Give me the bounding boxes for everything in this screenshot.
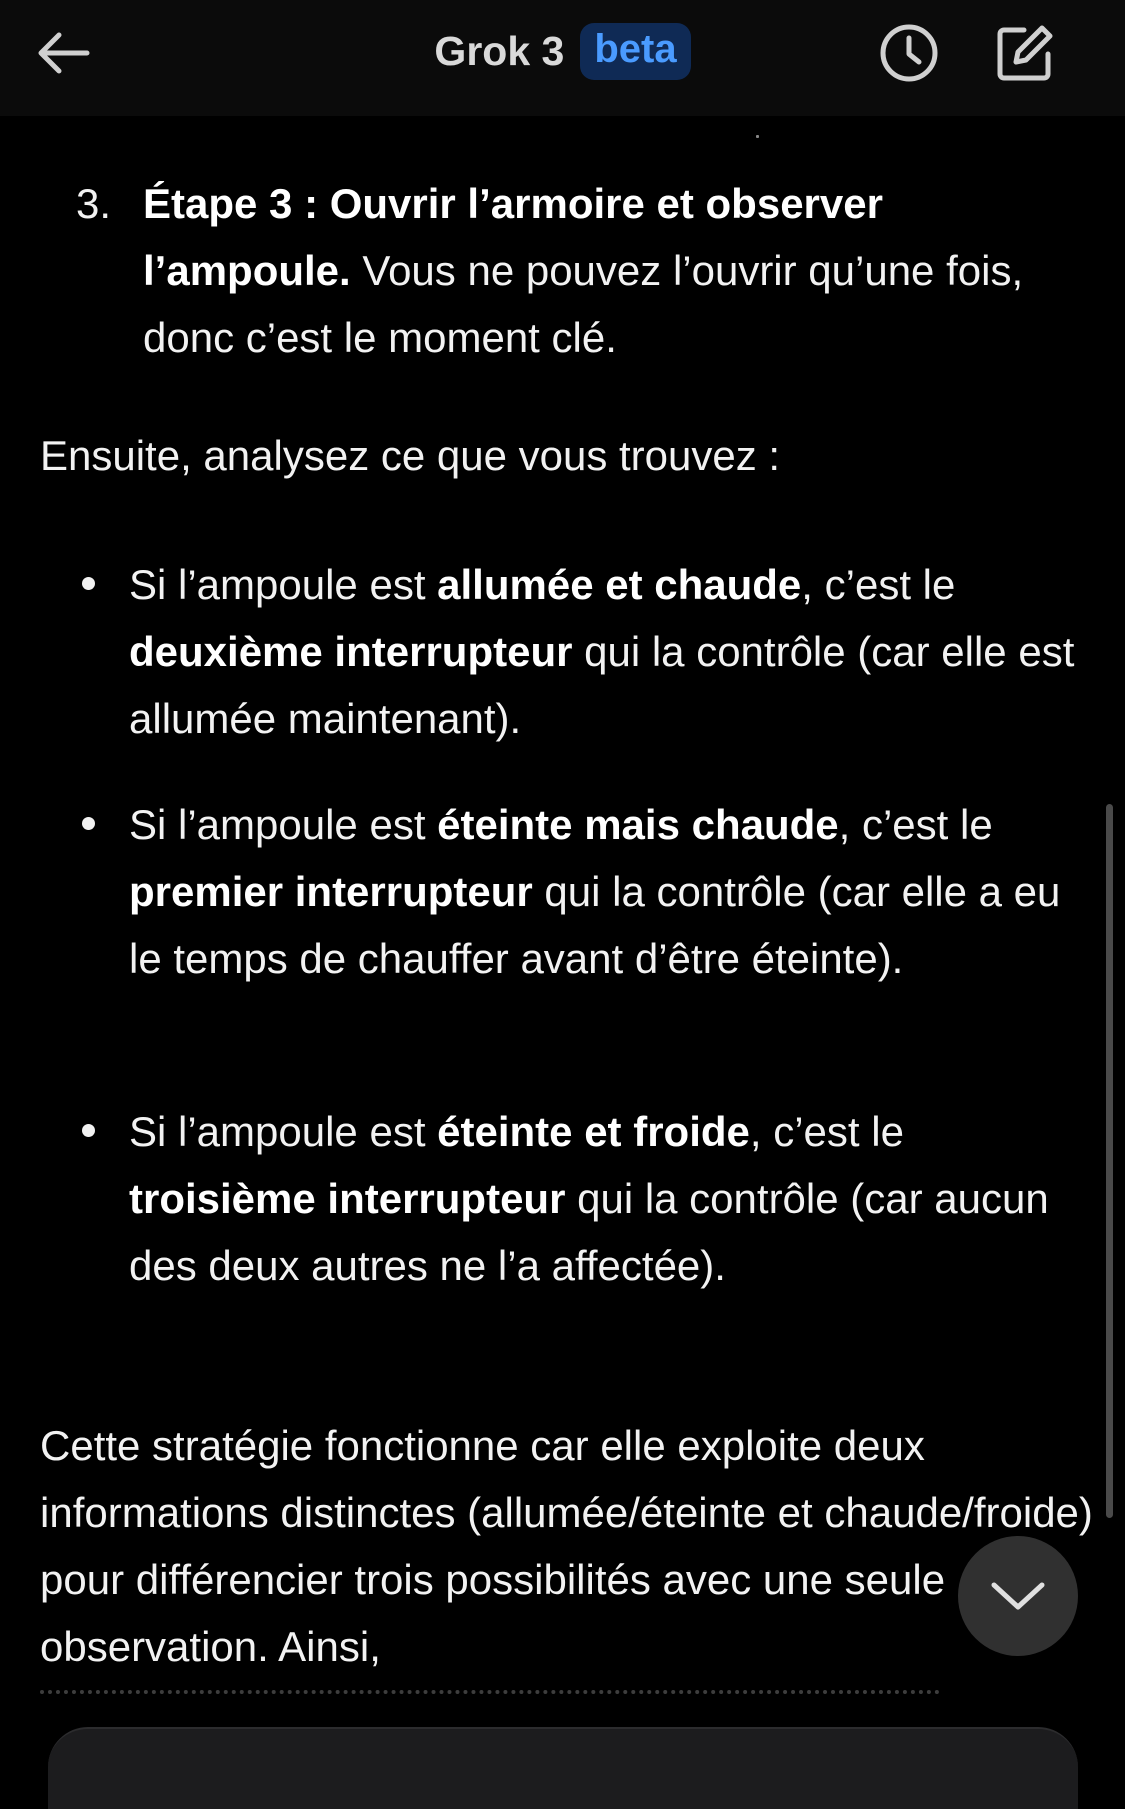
cut-off-text — [756, 135, 759, 138]
bullet-dot — [82, 577, 95, 590]
conclusion-paragraph: Cette stratégie fonctionne car elle exploite deux informations distinctes (allumée/éteinte et chaude/froide) pour différencier trois possibilités avec une seule observation. Ainsi, — [40, 1422, 1093, 1670]
intro-paragraph: Ensuite, analysez ce que vous trouvez : — [40, 432, 781, 479]
app-title: Grok 3 — [434, 27, 565, 74]
beta-badge: beta — [580, 23, 690, 80]
list-item-text: Si l’ampoule est allumée et chaude, c’est le deuxième interrupteur qui la contrôle (car elle est allumée maintenant). — [129, 561, 1075, 742]
step-3-title: Étape 3 : Ouvrir l’armoire et observer l’ampoule. — [143, 180, 883, 294]
top-bar — [0, 0, 1125, 116]
message-composer[interactable] — [48, 1727, 1078, 1809]
history-button[interactable] — [874, 18, 944, 88]
bullet-dot — [82, 817, 95, 830]
chat-message — [0, 116, 1125, 1676]
bullet-dot — [82, 1124, 95, 1137]
edit-icon — [994, 22, 1056, 84]
step-3-detail: Vous ne pouvez l’ouvrir qu’une fois, donc c’est le moment clé. — [143, 247, 1024, 361]
scrollbar[interactable] — [1106, 804, 1113, 1518]
new-chat-button[interactable] — [990, 18, 1060, 88]
step-3-text — [143, 170, 1043, 371]
chevron-down-icon — [990, 1579, 1046, 1613]
list-item-text: Si l’ampoule est éteinte mais chaude, c’est le premier interrupteur qui la contrôle (car elle a eu le temps de chauffer avant d’être éteinte). — [129, 801, 1061, 982]
list-item-text: Si l’ampoule est éteinte et froide, c’est le troisième interrupteur qui la contrôle (car aucun des deux autres ne l’a affectée). — [129, 1108, 1049, 1289]
title-group — [0, 18, 1125, 84]
step-number: 3. — [76, 180, 112, 227]
clock-icon — [878, 22, 940, 84]
scroll-to-bottom-button[interactable] — [958, 1536, 1078, 1656]
cut-off-text — [40, 1690, 1080, 1700]
